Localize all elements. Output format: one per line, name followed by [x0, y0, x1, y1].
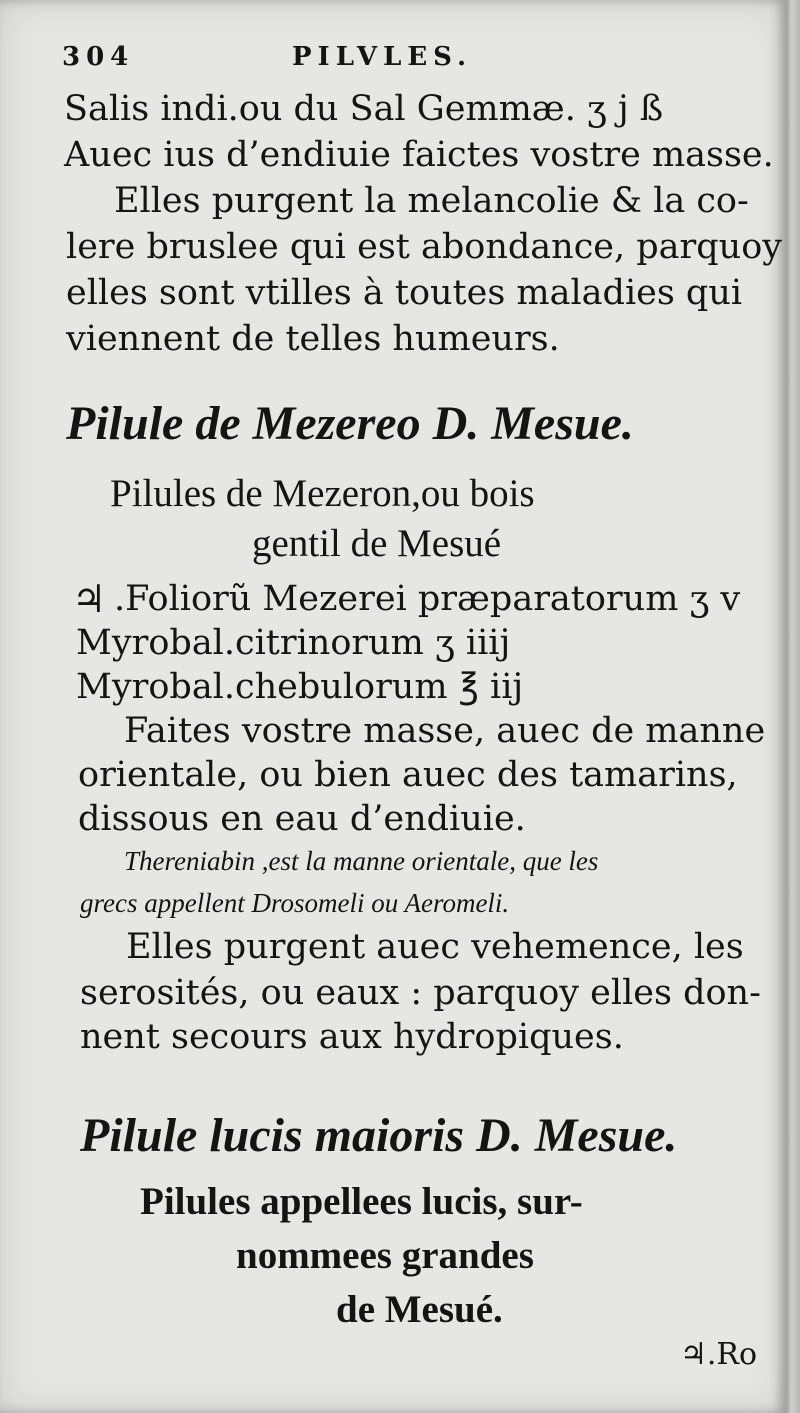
text-line: serosités, ou eaux : parquoy elles don- [80, 973, 761, 1013]
text-line: Salis indi.ou du Sal Gemmæ. ʒ j ß [64, 89, 664, 129]
text-line: dissous en eau d’endiuie. [78, 799, 526, 839]
text-line: orientale, ou bien auec des tamarins, [78, 755, 738, 795]
catchword: ♃.Ro [680, 1337, 758, 1372]
running-head: PILVLES. [292, 42, 473, 72]
text-line: Auec ius d’endiuie faictes vostre masse. [64, 135, 774, 175]
page-edge [786, 0, 800, 1413]
text-line: Faites vostre masse, auec de manne [124, 711, 766, 751]
text-line: viennent de telles humeurs. [66, 319, 560, 359]
recipe-line: Myrobal.citrinorum ʒ iiij [76, 623, 511, 663]
text-line: nent secours aux hydropiques. [80, 1017, 624, 1057]
page-number: 304 [62, 42, 135, 72]
section-subheading: Pilules appellees lucis, sur- [140, 1180, 583, 1223]
text-line: Elles purgent la melancolie & la co- [114, 181, 749, 221]
section-heading: Pilule de Mezereo D. Mesue. [66, 397, 634, 450]
section-subheading: Pilules de Mezeron,ou bois [110, 472, 535, 515]
text-line: Elles purgent auec vehemence, les [126, 927, 744, 967]
recipe-symbol: ♃ [72, 577, 107, 621]
note-line: Thereniabin ,est la manne orientale, que les [124, 846, 599, 876]
section-heading: Pilule lucis maioris D. Mesue. [80, 1109, 678, 1162]
section-subheading: gentil de Mesué [252, 522, 502, 565]
section-subheading: de Mesué. [336, 1288, 503, 1331]
note-line: grecs appellent Drosomeli ou Aeromeli. [80, 888, 510, 918]
recipe-line: .Foliorũ Mezerei præparatorum ʒ v [114, 579, 741, 619]
text-line: elles sont vtilles à toutes maladies qui [66, 273, 743, 313]
text-line: lere bruslee qui est abondance, parquoy [66, 227, 783, 267]
section-subheading: nommees grandes [236, 1234, 534, 1277]
recipe-line: Myrobal.chebulorum ℥ iij [76, 667, 524, 707]
